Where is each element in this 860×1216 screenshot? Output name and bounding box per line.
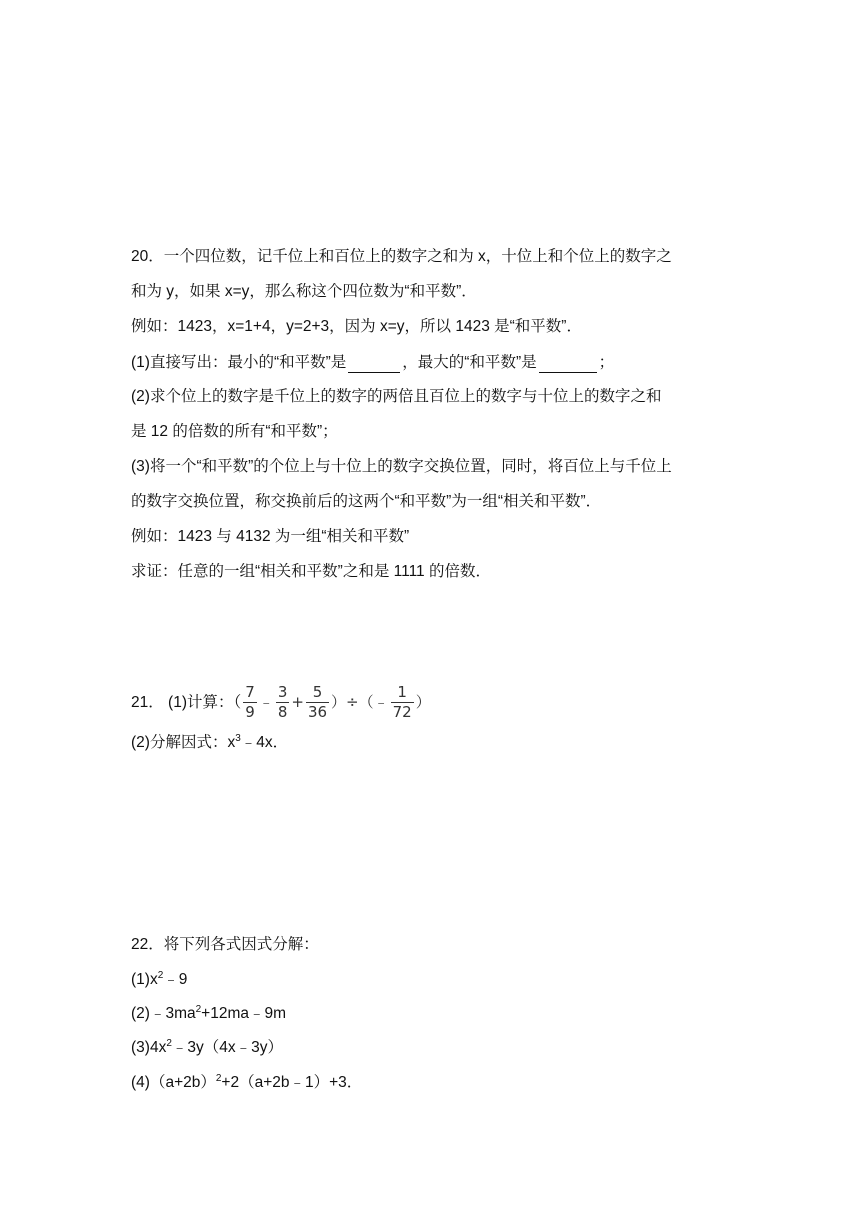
exponent: 2 — [195, 1003, 202, 1015]
q20-part3-example: 例如：1423 与 4132 为一组“相关和平数” — [131, 528, 410, 545]
q21-part2-text-b: ﹣4x． — [240, 734, 289, 751]
fraction-denominator: 72 — [392, 703, 412, 722]
fraction-3-8 — [276, 685, 290, 720]
exponent: 2 — [215, 1072, 222, 1084]
q20-part2-line-2: 是 12 的倍数的所有“和平数”； — [131, 423, 338, 440]
q22-title: 22．将下列各式因式分解： — [131, 936, 319, 953]
plus-sign: + — [291, 693, 304, 711]
q20-example: 例如：1423，x=1+4，y=2+3，因为 x=y，所以 1423 是“和平数”． — [131, 318, 582, 335]
q20-part3-line-1: (3)将一个“和平数”的个位上与十位上的数字交换位置，同时，将百位上与千位上 — [131, 458, 672, 475]
q22-item-2 — [131, 1004, 286, 1024]
fraction-1-72 — [391, 685, 414, 720]
q20-part1-text-a: (1)直接写出：最小的“和平数”是 — [131, 354, 347, 371]
q20-part3-proof: 求证：任意的一组“相关和平数”之和是 1111 的倍数． — [131, 563, 491, 580]
q20-part1-text-b: ，最大的“和平数”是 — [402, 354, 537, 371]
q20-part1 — [131, 352, 614, 373]
close-paren: ） — [415, 693, 431, 711]
q22-item-4-text-b: +2（a+2b﹣1）+3． — [221, 1074, 363, 1091]
fraction-5-36 — [306, 685, 329, 720]
minus-sign: ﹣ — [258, 693, 274, 711]
q22-item-1-text: (1)x — [131, 971, 158, 988]
fraction-numerator: 5 — [312, 683, 323, 702]
q20-line-1: 20．一个四位数，记千位上和百位上的数字之和为 x，十位上和个位上的数字之 — [131, 248, 672, 265]
q22-item-4 — [131, 1073, 362, 1093]
fraction-denominator: 8 — [277, 703, 288, 722]
q22-item-2-text: (2)﹣3ma — [131, 1005, 196, 1022]
q20-part2-line-1: (2)求个位上的数字是千位上的数字的两倍且百位上的数字与十位上的数字之和 — [131, 388, 662, 405]
q21-part2 — [131, 733, 288, 753]
q22-item-1-text-b: ﹣9 — [163, 971, 188, 988]
q20-part3-line-2: 的数字交换位置，称交换前后的这两个“和平数”为一组“相关和平数”． — [131, 493, 602, 510]
answer-blank-smallest[interactable] — [348, 352, 400, 373]
fraction-numerator: 7 — [245, 683, 255, 702]
q22-item-4-text: (4)（a+2b） — [131, 1074, 216, 1091]
fraction-numerator: 3 — [277, 683, 288, 702]
fraction-denominator: 36 — [307, 703, 328, 722]
q20-part1-text-c: ； — [598, 354, 615, 371]
fraction-numerator: 1 — [397, 683, 407, 702]
q22-item-2-text-b: +12ma﹣9m — [201, 1005, 287, 1022]
answer-blank-largest[interactable] — [539, 352, 597, 373]
q22-item-1 — [131, 970, 187, 990]
q21-part2-text: (2)分解因式：x — [131, 734, 236, 751]
q21-prefix: 21． (1)计算：（ — [131, 694, 242, 711]
q22-item-3 — [131, 1038, 283, 1058]
q20-line-2: 和为 y，如果 x=y，那么称这个四位数为“和平数”． — [131, 283, 477, 300]
q21-part1 — [131, 682, 431, 723]
divide-expression: ）÷（﹣ — [331, 693, 389, 711]
exponent: 2 — [166, 1037, 172, 1049]
exponent: 3 — [235, 732, 241, 744]
fraction-denominator: 9 — [245, 703, 255, 722]
q22-item-3-text-b: ﹣3y（4x﹣3y） — [171, 1039, 284, 1056]
exponent: 2 — [157, 969, 164, 981]
fraction-7-9 — [243, 685, 257, 720]
q22-item-3-text: (3)4x — [131, 1039, 167, 1056]
